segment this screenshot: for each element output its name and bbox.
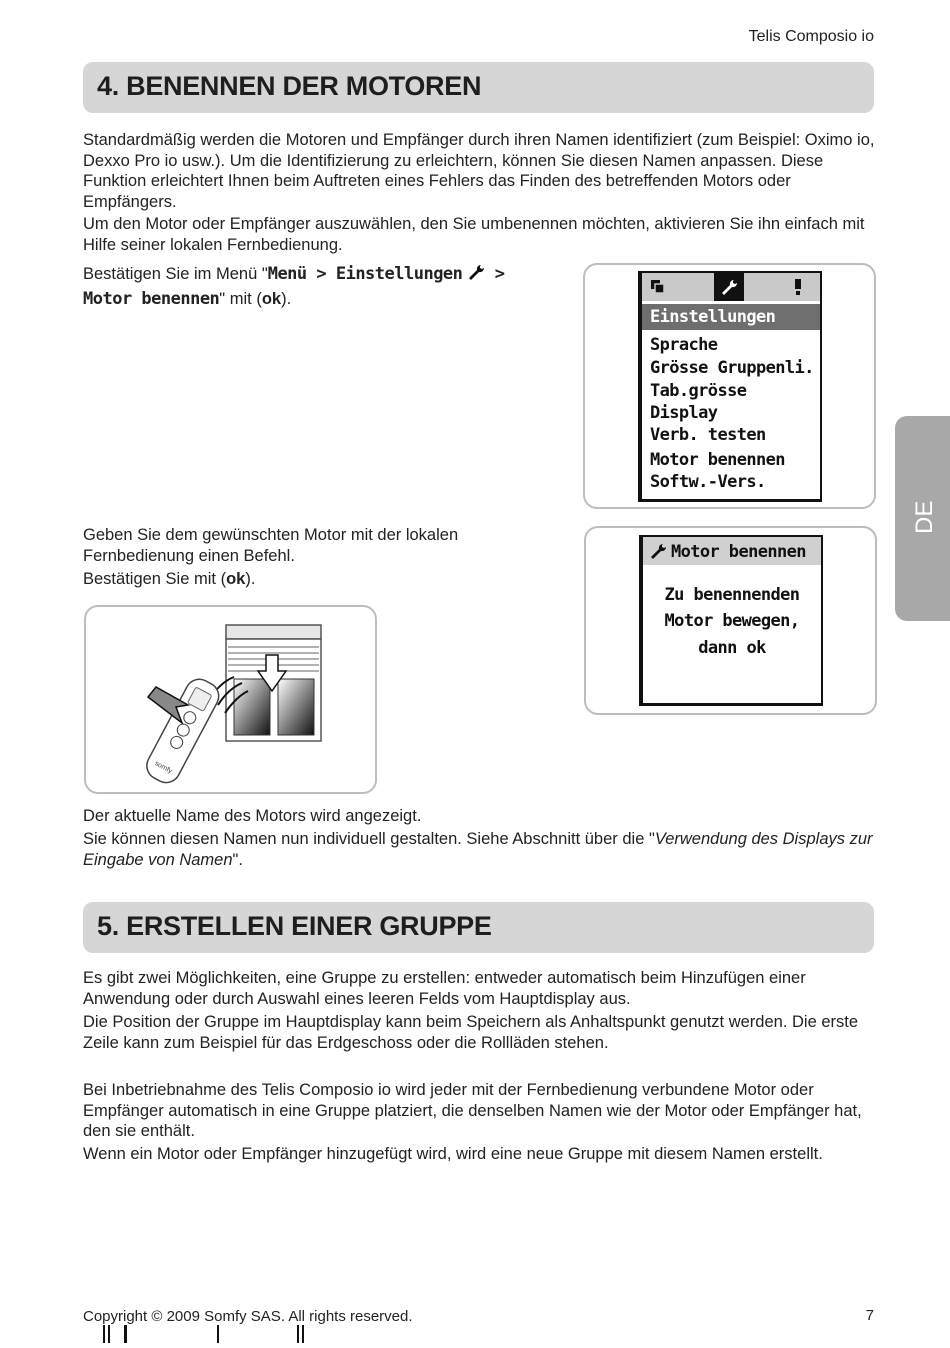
step-1-instruction: Bestätigen Sie im Menü "Menü > Einstellungen > Motor benennen" mit (ok). — [83, 264, 505, 309]
customize-name-note: Sie können diesen Namen nun individuell gestalten. Siehe Abschnitt über die "Verwendung des Displays zur Eingabe von Namen". — [83, 830, 873, 869]
screen-message-line: Zu benennenden — [664, 585, 800, 605]
menu-item: Sprache — [650, 335, 718, 355]
remote-brand-label: somfy — [153, 760, 174, 776]
step-2-confirm: Bestätigen Sie mit (ok). — [83, 570, 256, 588]
page-number: 7 — [865, 1307, 874, 1324]
section-5-paragraph-3: Bei Inbetriebnahme des Telis Composio io wird jeder mit der Fernbedienung verbundene Motor oder Empfänger automatisch in eine Gruppe platziert, die denselben Namen wie der Motor oder Empfänger hat, den sie enthält. — [83, 1081, 862, 1140]
menu-item: Grösse Gruppenli. — [650, 358, 814, 378]
menu-item-selected: Einstellungen — [650, 307, 776, 327]
menu-item: Verb. testen — [650, 425, 766, 445]
screen-message-line: Motor bewegen, — [664, 611, 800, 631]
lcd-screen-motor-rename — [639, 535, 823, 706]
section-5-paragraph-1: Es gibt zwei Möglichkeiten, eine Gruppe zu erstellen: entweder automatisch beim Hinzufügen einer Anwendung oder durch Auswahl eines leeren Felds vom Hauptdisplay aus. — [83, 969, 806, 1008]
section-4-title: 4. BENENNEN DER MOTOREN — [97, 71, 482, 101]
wrench-icon — [649, 542, 667, 560]
lcd-screen-settings — [638, 271, 822, 502]
section-4-paragraph-1: Standardmäßig werden die Motoren und Empfänger durch ihren Namen identifiziert (zum Beispiel: Oximo io, Dexxo Pro io usw.). Um die Identifizierung zu erleichtern, können Sie diesen Namen anpassen. Diese Funktion erleichtert Ihnen beim Auftreten eines Fehlers das Finden des betreffenden Motors oder Empfängers. — [83, 131, 875, 211]
motor-rename-illustration — [584, 526, 877, 715]
wrench-icon — [467, 263, 485, 281]
screen-title: Motor benennen — [671, 542, 806, 562]
step-2-instruction: Geben Sie dem gewünschten Motor mit der lokalen Fernbedienung einen Befehl. — [83, 526, 459, 565]
menu-item: Tab.grösse — [650, 381, 747, 401]
wrench-icon — [720, 278, 738, 296]
section-5-title: 5. ERSTELLEN EINER GRUPPE — [97, 911, 492, 941]
remote-control-illustration — [84, 605, 377, 794]
language-tab-label: DE — [911, 500, 938, 534]
section-5-paragraph-4: Wenn ein Motor oder Empfänger hinzugefügt wird, wird eine neue Gruppe mit diesem Namen erstellt. — [83, 1145, 823, 1163]
groups-tab-icon — [650, 279, 666, 295]
current-name-shown: Der aktuelle Name des Motors wird angezeigt. — [83, 807, 422, 825]
section-5-heading-bar — [83, 902, 874, 953]
print-marks — [103, 1325, 307, 1343]
menu-item: Softw.-Vers. — [650, 472, 766, 492]
alert-tab-icon — [792, 278, 804, 296]
screen-message-line: dann ok — [698, 638, 766, 658]
settings-menu-illustration — [583, 263, 876, 509]
copyright-notice: Copyright © 2009 Somfy SAS. All rights reserved. — [83, 1308, 413, 1325]
section-5-paragraph-2: Die Position der Gruppe im Hauptdisplay kann beim Speichern als Anhaltspunkt genutzt werden. Die erste Zeile kann zum Beispiel für das Erdgeschoss oder die Rollläden stehen. — [83, 1013, 859, 1052]
section-4-heading-bar — [83, 62, 874, 113]
language-tab — [895, 416, 950, 621]
menu-item: Motor benennen — [650, 450, 785, 470]
document-header: Telis Composio io — [748, 28, 874, 45]
section-4-paragraph-2: Um den Motor oder Empfänger auszuwählen, den Sie umbenennen möchten, aktivieren Sie ihn einfach mit Hilfe seiner lokalen Fernbedienung. — [83, 215, 865, 254]
menu-item: Display — [650, 403, 718, 423]
window-and-remote-drawing — [86, 607, 375, 792]
